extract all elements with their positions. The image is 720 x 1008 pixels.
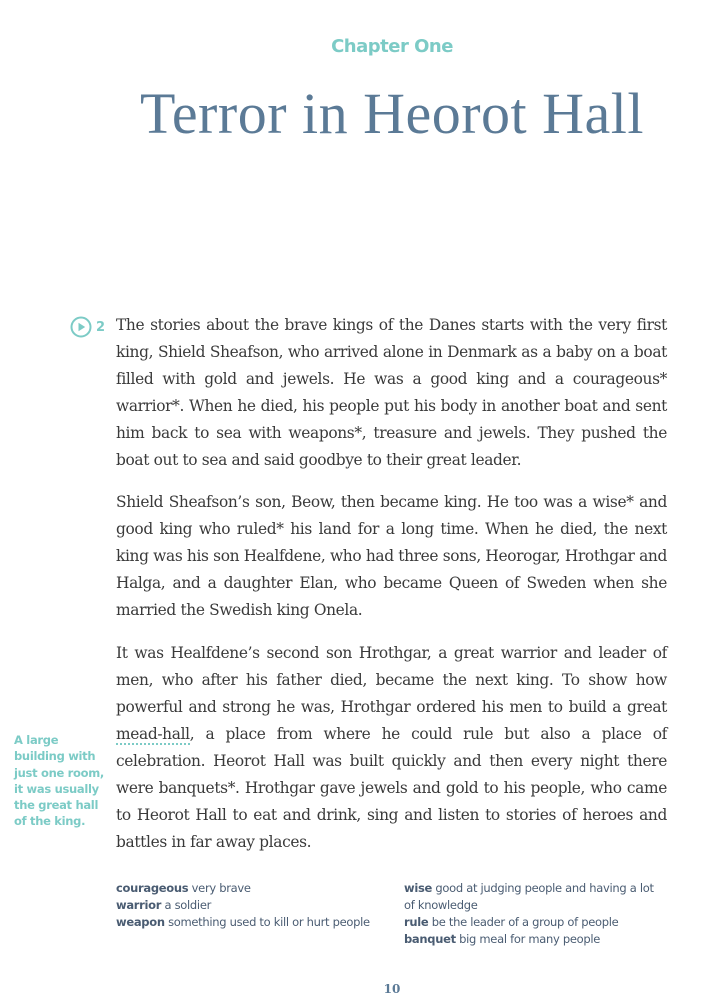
chapter-title: Terror in Heorot Hall <box>139 81 645 146</box>
glossary-definition: very brave <box>188 881 251 895</box>
glossary-definition: something used to kill or hurt people <box>164 915 370 929</box>
play-circle-icon[interactable] <box>70 316 92 338</box>
body-paragraph: The stories about the brave kings of the Danes starts with the very first king, Shield Sheafson, who arrived alone in Denmark as a baby on a boat filled with gold and jewels. He was a good king and a courageous* warrior*. When he died, his people put his body in another boat and sent him back to sea with weapons*, treasure and jewels. They pushed the boat out to sea and said goodbye to their great leader. <box>116 316 667 469</box>
glossary-column-left <box>116 880 386 931</box>
glossary-entry <box>404 880 664 914</box>
audio-track[interactable] <box>70 316 105 338</box>
glossary-entry <box>116 880 386 897</box>
glossary-definition: big meal for many people <box>455 932 601 946</box>
glossary-term: banquet <box>404 932 456 946</box>
page-number: 10 <box>383 982 401 996</box>
glossary-entry <box>116 914 386 931</box>
audio-track-number: 2 <box>96 319 106 335</box>
glossary-entry <box>404 914 664 931</box>
mead-hall-term: mead-hall <box>116 725 190 743</box>
glossary-entry <box>116 897 386 914</box>
glossary-term: courageous <box>116 881 189 895</box>
chapter-label: Chapter One <box>331 36 453 57</box>
glossary-term: warrior <box>116 898 162 912</box>
glossary-term: weapon <box>116 915 165 929</box>
body-paragraph: Shield Sheafson’s son, Beow, then became king. He too was a wise* and good king who ruled* his land for a long time. When he died, the next king was his son Healfdene, who had three sons, Heorogar, Hrothgar and Halga, and a daughter Elan, who became Queen of Sweden when she married the Swedish king Onela. <box>116 493 667 619</box>
glossary-definition: good at judging people and having a lot of knowledge <box>404 881 654 912</box>
glossary-definition: be the leader of a group of people <box>428 915 619 929</box>
glossary-definition: a soldier <box>161 898 212 912</box>
glossary-term: wise <box>404 881 433 895</box>
paragraph-text: It was Healfdene’s second son Hrothgar, a great warrior and leader of men, who after his father died, became the next king. To show how powerful and strong he was, Hrothgar ordered his men to build a great <box>116 644 667 716</box>
side-note: A large building with just one room, it was usually the great hall of the king. <box>14 733 104 829</box>
body-paragraph <box>116 640 667 856</box>
glossary-term: rule <box>404 915 429 929</box>
glossary-column-right <box>404 880 664 948</box>
paragraph-text: , a place from where he could rule but also a place of celebration. Heorot Hall was built quickly and then every night there were banquets*. Hrothgar gave jewels and gold to his people, who came to Heorot Hall to eat and drink, sing and listen to stories of heroes and battles in far away places. <box>116 725 667 851</box>
glossary-entry <box>404 931 664 948</box>
